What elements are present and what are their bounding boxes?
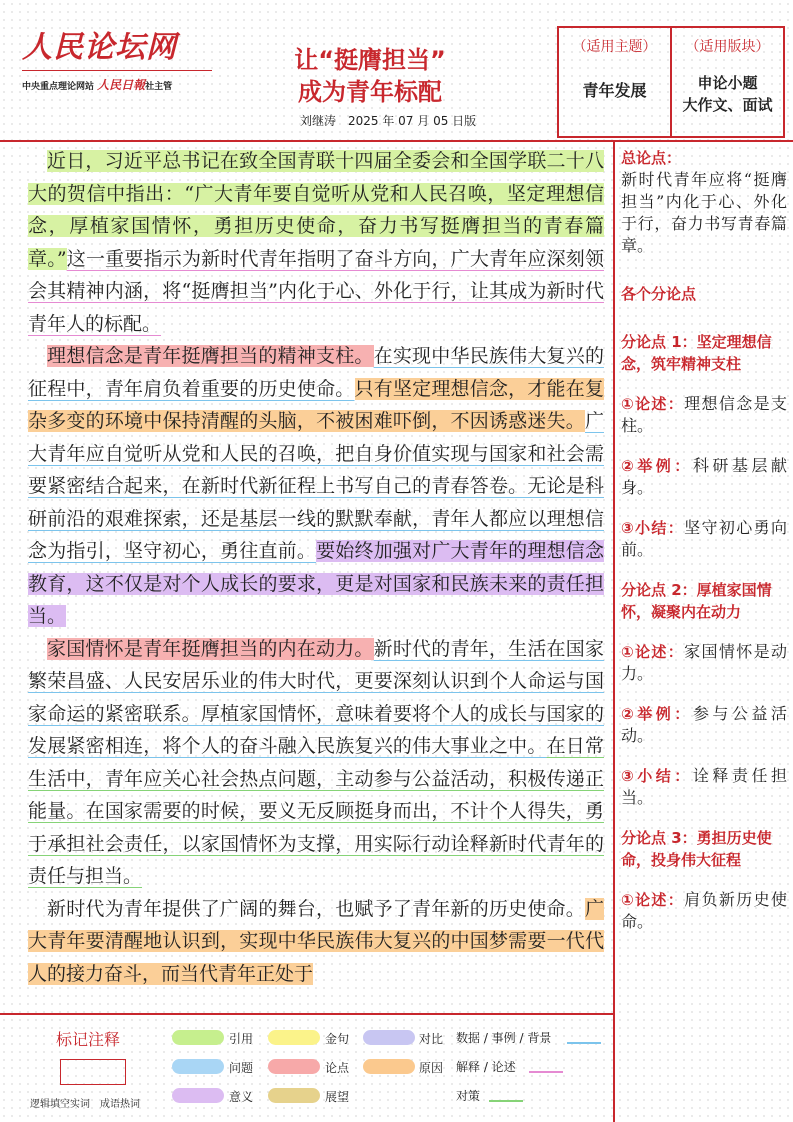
topic-cell xyxy=(559,28,670,136)
significance-highlight: 要始终加强对广大青年的理想信念教育，这不仅是对个人成长的要求，更是对国家和民族未来的责任担当。 xyxy=(28,540,604,627)
legend-wenti: 问题 xyxy=(229,1061,254,1075)
topic-value: 青年发展 xyxy=(582,81,647,100)
main-argument-label: 总论点： xyxy=(621,149,682,167)
legend-yiyi: 意义 xyxy=(229,1090,254,1104)
s2-example: ②举例：参与公益活动。 xyxy=(621,704,787,745)
s1-argument: ①论述：理想信念是支柱。 xyxy=(621,394,787,435)
s2-summary: ③小结：诠释责任担当。 xyxy=(621,766,787,807)
section-value-1: 申论小题 xyxy=(697,74,758,92)
line-measure xyxy=(489,1100,523,1102)
column-divider xyxy=(613,140,615,1122)
legend-note: 逻辑填空实词 成语热词 xyxy=(30,1099,140,1110)
measure-underline: 在日常生活中，青年应关心社会热点问题，主动参与公益活动，积极传递正能量。在国家需要的时候，要义无反顾挺身而出，不计个人得失，勇于承担社会责任，以家国情怀为支撑，用实际行动诠释新时代青年的责任与担当。 xyxy=(28,735,604,887)
swatch-zhanwang xyxy=(268,1088,320,1103)
background-underline: 新时代的青年，生活在国家繁荣昌盛、人民安居乐业的伟大时代，更要深刻认识到个人命运与国家命运的紧密联系。厚植家国情怀，意味着要将个人的成长与国家的发展紧密相连，将个人的奋斗融入民族复兴的伟大事业之中。 xyxy=(28,637,604,757)
paragraph-3 xyxy=(28,633,604,893)
section-header: （适用版块） xyxy=(685,39,770,55)
legend-duibi: 对比 xyxy=(419,1032,444,1046)
topic-header: （适用主题） xyxy=(572,39,657,55)
sub-argument-2-title: 分论点 2：厚植家国情怀，凝聚内在动力 xyxy=(621,581,772,621)
explain-underline: 这一重要指示为新时代青年指明了奋斗方向，广大青年应深刻领会其精神内涵，将“挺膺担当”内化于心、外化于行，让其成为新时代青年人的标配。 xyxy=(28,247,604,335)
line-explain xyxy=(529,1071,563,1073)
logo-rule xyxy=(22,70,212,71)
title-line-1: 让“挺膺担当” xyxy=(294,46,446,74)
section-cell xyxy=(670,28,783,136)
swatch-duibi xyxy=(363,1030,415,1045)
section-value xyxy=(672,72,783,116)
swatch-wenti xyxy=(172,1059,224,1074)
argument-highlight: 理想信念是青年挺膺担当的精神支柱。 xyxy=(47,345,374,367)
paragraph-2 xyxy=(28,340,604,633)
legend-title: 标记注释 xyxy=(56,1030,121,1049)
line-data xyxy=(567,1042,601,1044)
legend-jinju: 金句 xyxy=(325,1032,350,1046)
logo-subtitle xyxy=(22,76,222,93)
sub-argument-1-title: 分论点 1：坚定理想信念，筑牢精神支柱 xyxy=(621,333,772,373)
legend xyxy=(0,1015,613,1122)
background-underline: 在实现中华民族伟大复兴的征程中，青年肩负着重要的历史使命。 xyxy=(28,345,604,400)
argument-highlight: 家国情怀是青年挺膺担当的内在动力。 xyxy=(47,637,374,660)
swatch-lundian xyxy=(268,1059,320,1074)
s1-example: ②举例：科研基层献身。 xyxy=(621,456,787,497)
header-divider xyxy=(0,140,793,142)
logo xyxy=(22,30,222,93)
main-argument-text: 新时代青年应将“挺膺担当”内化于心、外化于行，奋力书写青春篇章。 xyxy=(621,170,787,255)
swatch-yinyong xyxy=(172,1030,224,1045)
swatch-yiyi xyxy=(172,1088,224,1103)
byline: 刘继涛 2025 年 07 月 05 日版 xyxy=(300,114,477,128)
plain-text: 新时代为青年提供了广阔的舞台，也赋予了青年新的历史使命。 xyxy=(47,897,585,920)
sub-arguments-header: 各个分论点 xyxy=(621,285,697,303)
legend-yuanyin: 原因 xyxy=(419,1061,444,1075)
reason-highlight: 广大青年要清醒地认识到，实现中华民族伟大复兴的中国梦需要一代代人的接力奋斗，而当代青年正处于 xyxy=(28,897,604,985)
swatch-jinju xyxy=(268,1030,320,1045)
outline-sidebar xyxy=(621,147,787,933)
paragraph-4 xyxy=(28,893,604,991)
title-line-2: 成为青年标配 xyxy=(298,78,442,106)
sub-argument-3-title: 分论点 3：勇担历史使命，投身伟大征程 xyxy=(621,829,772,869)
legend-data-line: 数据 / 事例 / 背景 xyxy=(456,1031,552,1045)
s2-argument: ①论述：家国情怀是动力。 xyxy=(621,642,787,683)
legend-explain-line: 解释 / 论述 xyxy=(456,1060,516,1074)
legend-zhanwang: 展望 xyxy=(325,1090,350,1104)
peoples-daily-logo: 人民日報 xyxy=(97,78,146,92)
logo-text: 人民论坛网 xyxy=(22,30,177,65)
paragraph-1 xyxy=(28,145,604,340)
logo-sub-left: 中央重点理论网站 xyxy=(22,82,95,92)
legend-yinyong: 引用 xyxy=(229,1032,254,1046)
legend-measure-line: 对策 xyxy=(456,1089,481,1103)
quote-highlight: 近日，习近平总书记在致全国青联十四届全委会和全国学联二十八大的贺信中指出：“广大青年要自觉听从党和人民召唤，坚定理想信念，厚植家国情怀，勇担历史使命，奋力书写挺膺担当的青春篇章。” xyxy=(28,150,604,270)
example-underline: 广大青年应自觉听从党和人民的召唤，把自身价值实现与国家和社会需要紧密结合起来，在新时代新征程上书写自己的青春答卷。无论是科研前沿的艰难探索，还是基层一线的默默奉献，青年人都应以理想信念为指引，坚守初心，勇往直前。 xyxy=(28,410,604,562)
s1-summary: ③小结：坚守初心勇向前。 xyxy=(621,518,787,559)
topic-box xyxy=(557,26,785,138)
s3-argument: ①论述：肩负新历史使命。 xyxy=(621,890,787,931)
reason-highlight: 只有坚定理想信念，才能在复杂多变的环境中保持清醒的头脑，不被困难吓倒，不因诱惑迷失。 xyxy=(28,377,604,432)
article-body xyxy=(28,145,604,990)
logo-sub-right: 社主管 xyxy=(145,82,173,92)
legend-lundian: 论点 xyxy=(325,1061,350,1075)
page-title xyxy=(250,44,490,108)
swatch-yuanyin xyxy=(363,1059,415,1074)
section-value-2: 大作文、面试 xyxy=(682,96,773,114)
legend-blank-box xyxy=(60,1059,126,1085)
